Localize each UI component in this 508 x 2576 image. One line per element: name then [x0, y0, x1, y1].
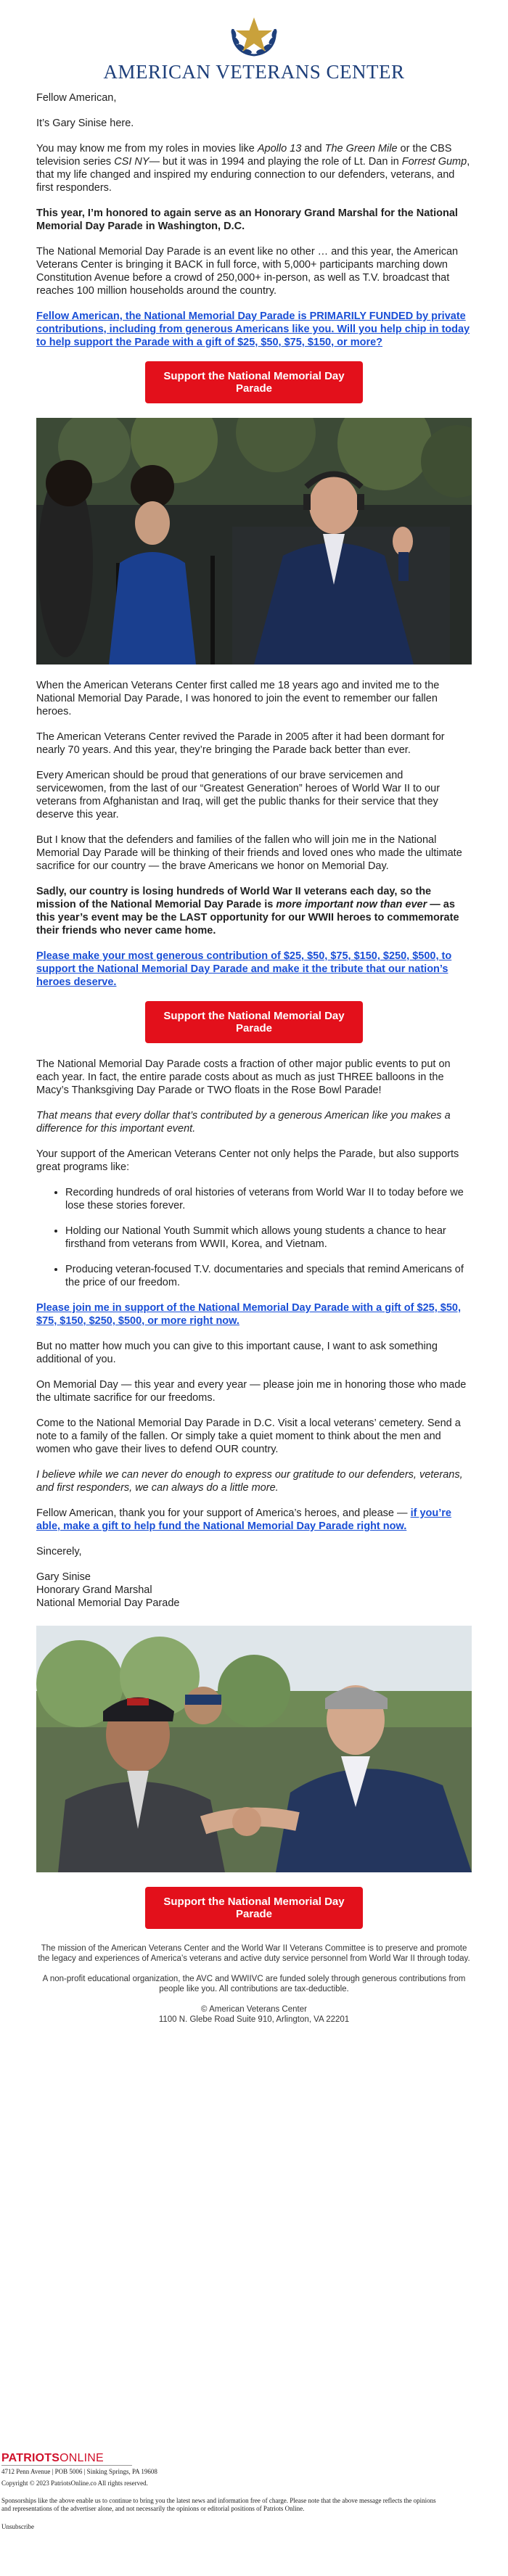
donate-link-2[interactable]: Please make your most generous contribution of $25, $50, $75, $150, $250, $500, to support the National Memorial Day Parade and make it the tribute that our nation’s heroes deserve. [36, 950, 452, 988]
signer-name: Gary Sinise [36, 1571, 91, 1583]
paragraph-come: Come to the National Memorial Day Parade in D.C. Visit a local veterans’ cemetery. Send a note to a family of the fallen. Or simply take a quiet moment to think about the men and women who gave their lives to defend OUR country. [36, 1417, 461, 1455]
org-name: AMERICAN VETERANS CENTER [103, 61, 405, 83]
paragraph-every-dollar: That means that every dollar that’s contributed by a generous American like you makes a difference for this important event. [36, 1110, 451, 1135]
paragraph-memorial-day: On Memorial Day — this year and every year — please join me in honoring those who made the ultimate sacrifice for our freedoms. [36, 1379, 467, 1404]
signer-title-1: Honorary Grand Marshal [36, 1584, 152, 1596]
footer-copyright: © American Veterans Center [201, 2005, 307, 2014]
email-body [36, 0, 472, 2025]
paragraph-losing-veterans: Sadly, our country is losing hundreds of World War II veterans each day, so the mission of the National Memorial Day Parade is more important now than ever — as this year’s event may be the LAST opportunity for our WWII heroes to commemorate their friends who never came home. [36, 886, 459, 937]
donate-link-4[interactable]: if you’re able, make a gift to help fund the National Memorial Day Parade right now. [36, 1507, 451, 1532]
list-item: • Holding our National Youth Summit which allows young students a chance to hear firsthand from veterans from WWII, Korea, and Vietnam. [65, 1225, 472, 1251]
header-logo [36, 0, 472, 91]
intro: It’s Gary Sinise here. [36, 118, 134, 129]
paragraph-costs: The National Memorial Day Parade costs a fraction of other major public events to put on each year. In fact, the entire parade costs about as much as just THREE balloons in the Macy’s Thanksgiving Day Parade or TWO floats in the Rose Bowl Parade! [36, 1058, 451, 1096]
paragraph-believe: I believe while we can never do enough to express our gratitude to our defenders, veterans, and first responders, we can always do a little more. [36, 1469, 463, 1494]
publisher-disclaimer: Sponsorships like the above enable us to continue to bring you the latest news and information free of charge. Please note that the above message reflects the opinions and representations of the advertiser alone, and not necessarily the opinions or editorial positions of Patriots Online. [1, 2497, 436, 2512]
greeting: Fellow American, [36, 92, 117, 104]
paragraph-families: But I know that the defenders and families of the fallen who will join me in the National Memorial Day Parade will be thinking of their friends and loved ones who made the ultimate sacrifice for our country — the brave Americans we honor on Memorial Day. [36, 834, 462, 872]
photo-sinise-veteran [36, 1626, 472, 1872]
footer-address: 1100 N. Glebe Road Suite 910, Arlington, VA 22201 [158, 2015, 350, 2024]
donate-link-3[interactable]: Please join me in support of the National Memorial Day Parade with a gift of $25, $50, $75, $150, $250, $500, or more right now. [36, 1302, 461, 1327]
donate-link-1[interactable]: Fellow American, the National Memorial Day Parade is PRIMARILY FUNDED by private contributions, including from generous Americans like you. Will you help chip in today to help support the Parade with a gift of $25, $50, $75, $150, or more? [36, 310, 470, 348]
signer-title-2: National Memorial Day Parade [36, 1597, 180, 1609]
support-button-3[interactable]: Support the National Memorial Day Parade [145, 1887, 363, 1929]
paragraph-ask: But no matter how much you can give to this important cause, I want to ask something additional of you. [36, 1341, 438, 1365]
support-button-2[interactable]: Support the National Memorial Day Parade [145, 1001, 363, 1043]
programs-list [36, 1186, 472, 1289]
closing: Sincerely, [36, 1546, 82, 1557]
photo-sinise-interview [36, 418, 472, 664]
star-wreath-icon [229, 13, 279, 58]
publisher-address: 4712 Penn Avenue | POB 5006 | Sinking Springs, PA 19608 [1, 2468, 157, 2475]
footer-mission: The mission of the American Veterans Center and the World War II Veterans Committee is to preserve and promote the legacy and experiences of America’s veterans and active duty service personnel from World War II through today. [38, 1944, 470, 1963]
support-button-1[interactable]: Support the National Memorial Day Parade [145, 361, 363, 403]
publisher-copyright: Copyright © 2023 PatriotsOnline.co All rights reserved. [1, 2480, 148, 2487]
signature [36, 1545, 472, 1610]
email-footer [36, 1943, 472, 2025]
paragraph-parade: The National Memorial Day Parade is an event like no other … and this year, the American Veterans Center is bringing it BACK in full force, with 5,000+ participants marching down Constitution Avenue before a crowd of 250,000+ in-person, as well as T.V. broadcast that reaches 100 million households around the country. [36, 246, 459, 297]
list-item: • Producing veteran-focused T.V. documentaries and specials that remind Americans of the price of our freedom. [65, 1263, 472, 1289]
list-item: • Recording hundreds of oral histories of veterans from World War II to today before we lose these stories forever. [65, 1186, 472, 1212]
paragraph-programs: Your support of the American Veterans Center not only helps the Parade, but also supports great programs like: [36, 1148, 459, 1173]
paragraph-1: You may know me from my roles in movies like Apollo 13 and The Green Mile or the CBS television series CSI NY— but it was in 1994 and playing the role of Lt. Dan in Forrest Gump, that my life changed and inspired my enduring connection to our defenders, veterans, and first responders. [36, 143, 470, 194]
paragraph-thank-you: Fellow American, thank you for your support of America’s heroes, and please — if you’re able, make a gift to help fund the National Memorial Day Parade right now. [36, 1507, 451, 1532]
publisher-footer [0, 2452, 508, 2530]
paragraph-revived: The American Veterans Center revived the Parade in 2005 after it had been dormant for nearly 70 years. And this year, they’re bringing the Parade back better than ever. [36, 731, 445, 756]
unsubscribe-link[interactable]: Unsubscribe [1, 2523, 34, 2530]
paragraph-every-american: Every American should be proud that generations of our brave servicemen and servicewomen, from the last of our “Greatest Generation” heroes of World War II to our veterans from Afghanistan and Iraq, will get the public thanks for their service that they deserve this year. [36, 770, 441, 820]
footer-nonprofit: A non-profit educational organization, the AVC and WWIIVC are funded solely through generous contributions from people like you. All contributions are tax-deductible. [42, 1975, 466, 1993]
paragraph-honored: This year, I’m honored to again serve as an Honorary Grand Marshal for the National Memorial Day Parade in Washington, D.C. [36, 207, 458, 232]
paragraph-first-called: When the American Veterans Center first called me 18 years ago and invited me to the National Memorial Day Parade, I was honored to join the event to remember our fallen heroes. [36, 680, 440, 717]
publisher-logo: PATRIOTSONLINE [1, 2452, 104, 2464]
